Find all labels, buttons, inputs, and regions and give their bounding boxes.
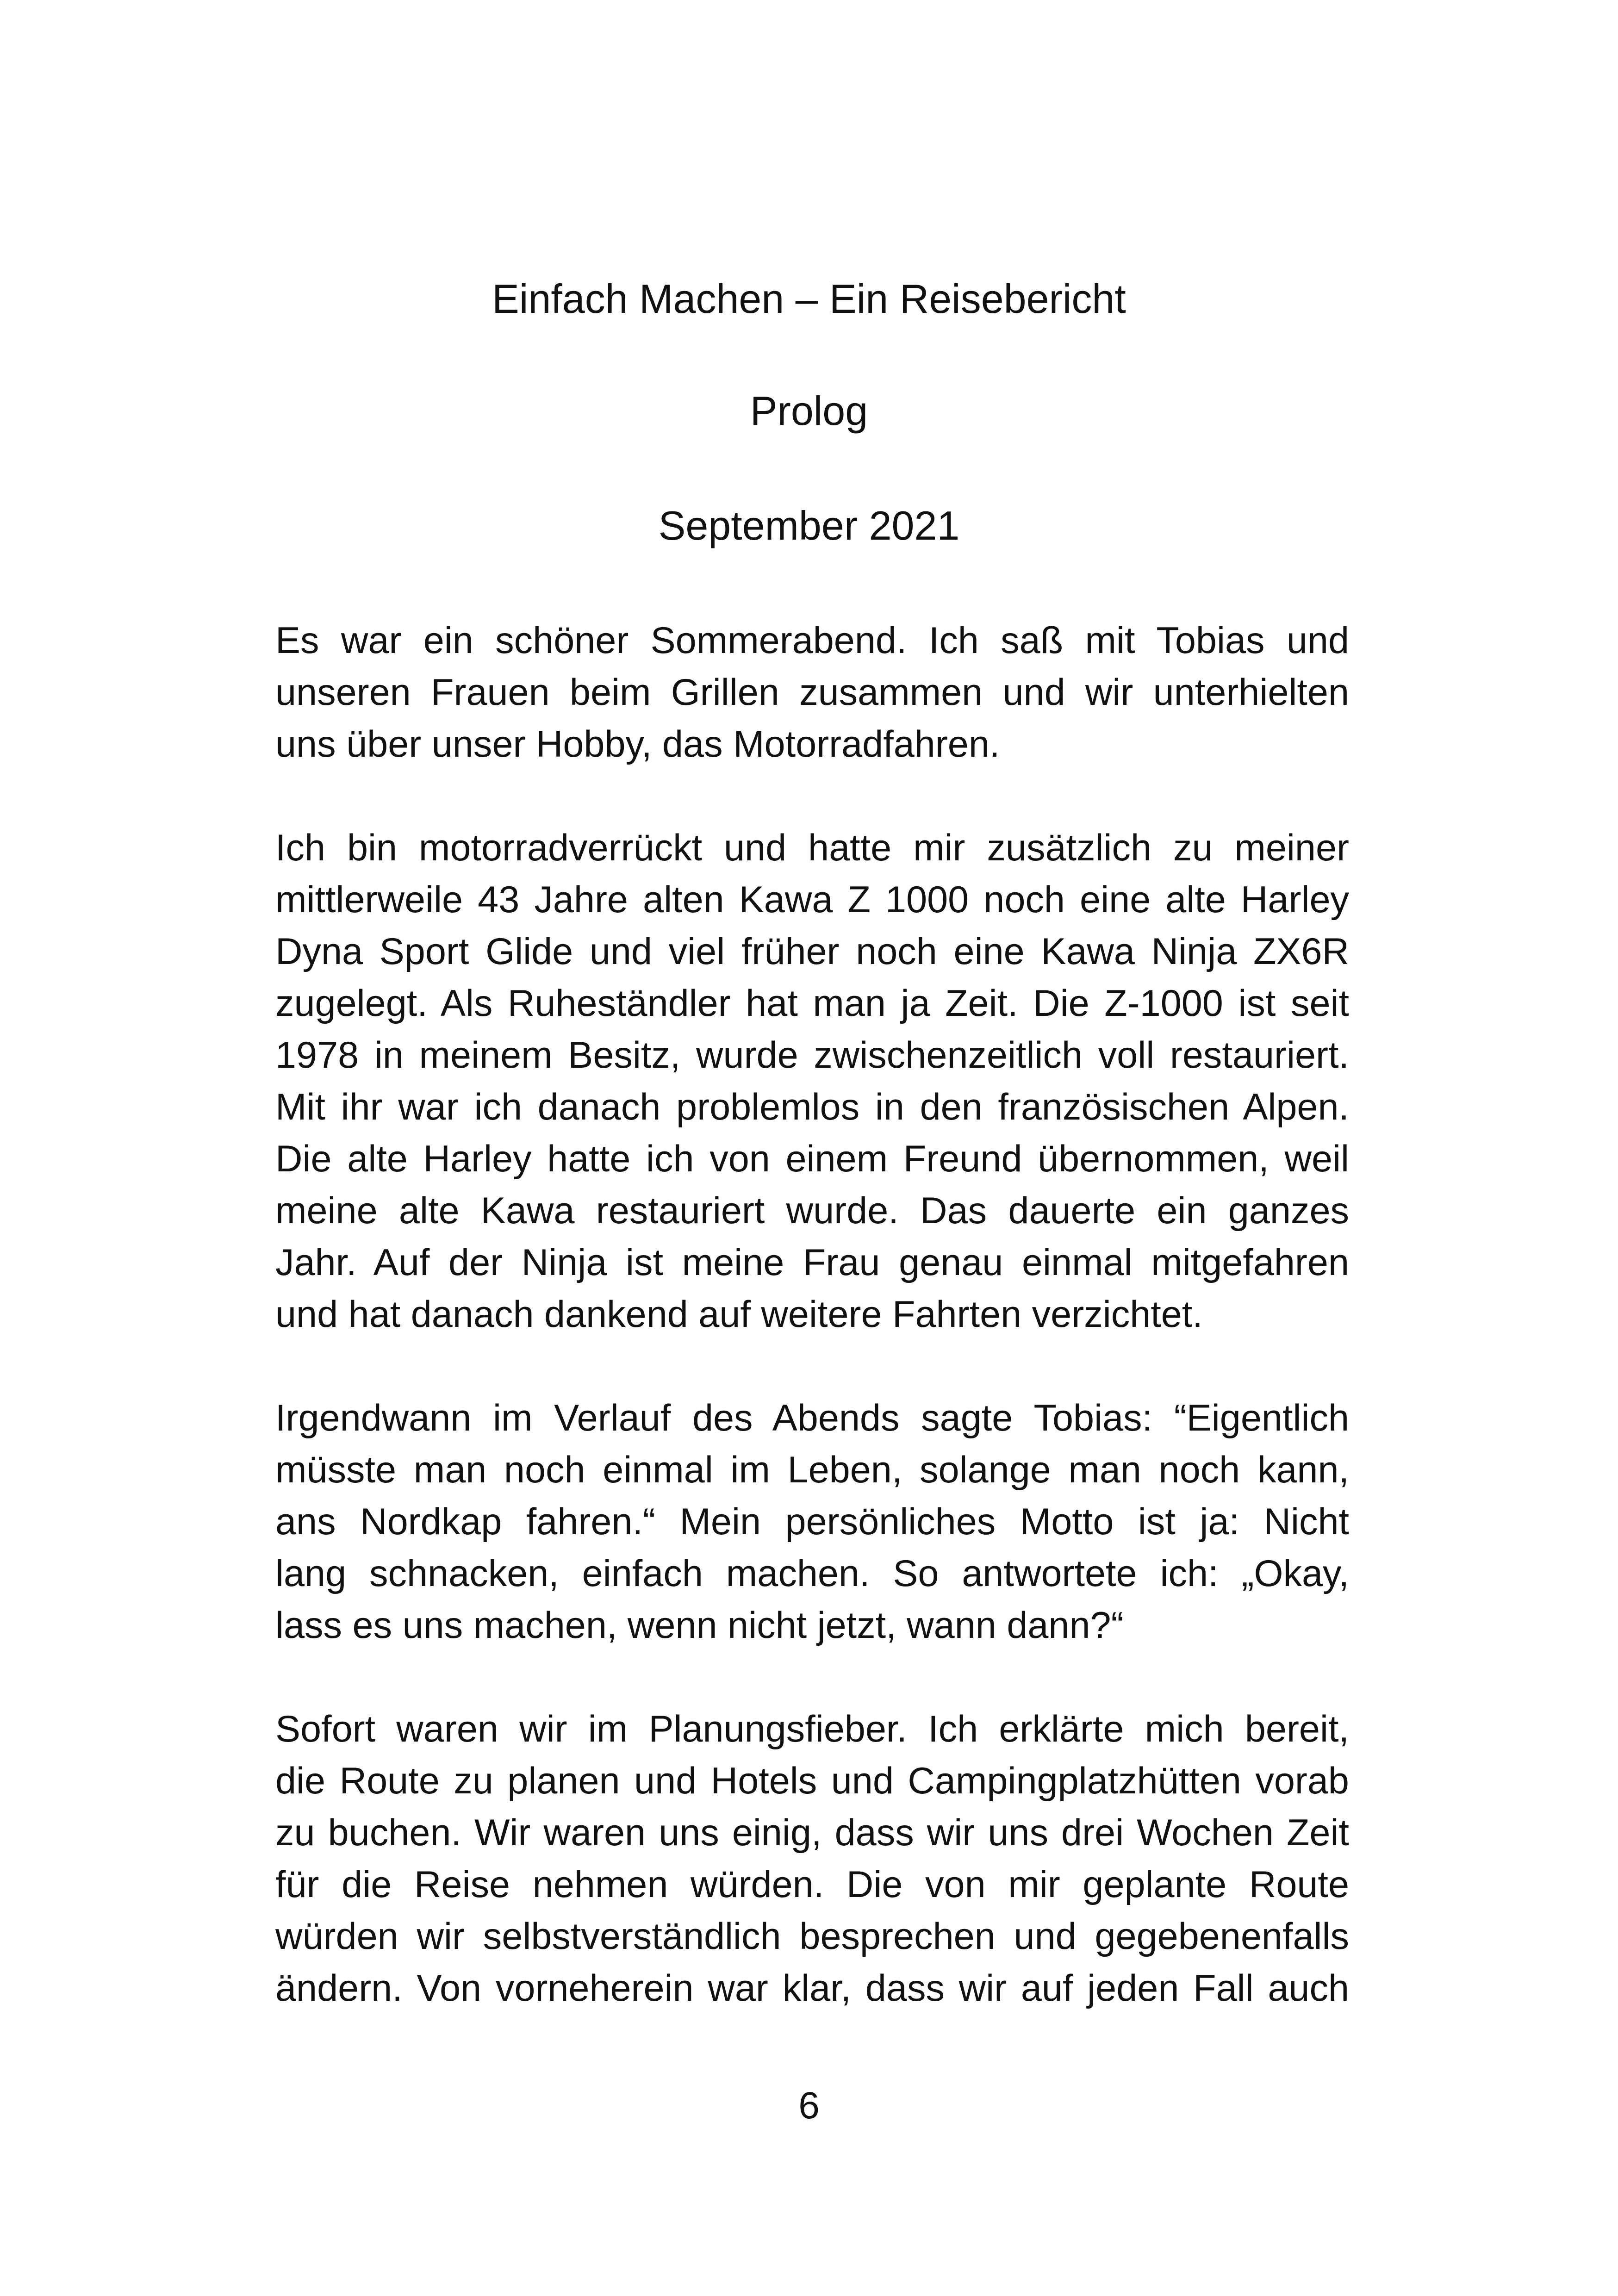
text-line: Mit ihr war ich danach problemlos in den französischen Alpen. [275, 1086, 1349, 1128]
body-text [275, 615, 1349, 2066]
book-title: Einfach Machen – Ein Reisebericht [492, 276, 1126, 322]
text-line: die Route zu planen und Hotels und Campingplatzhütten vorab [275, 1760, 1349, 1802]
text-line: mittlerweile 43 Jahre alten Kawa Z 1000 noch eine alte Harley [275, 879, 1349, 921]
text-line: zugelegt. Als Ruheständler hat man ja Zeit. Die Z-1000 ist seit [275, 983, 1349, 1024]
text-line: Dyna Sport Glide und viel früher noch eine Kawa Ninja ZX6R [275, 931, 1349, 972]
text-line: Ich bin motorradverrückt und hatte mir zusätzlich zu meiner [275, 827, 1349, 869]
date-heading: September 2021 [658, 503, 960, 548]
text-line: ans Nordkap fahren.“ Mein persönliches Motto ist ja: Nicht [275, 1501, 1349, 1543]
text-line: unseren Frauen beim Grillen zusammen und wir unterhielten [275, 672, 1349, 713]
text-line: Sofort waren wir im Planungsfieber. Ich erklärte mich bereit, [275, 1708, 1349, 1750]
text-line: für die Reise nehmen würden. Die von mir geplante Route [275, 1864, 1349, 1905]
text-line: uns über unser Hobby, das Motorradfahren. [275, 723, 1000, 765]
paragraph-1 [275, 615, 1349, 770]
text-line: ändern. Von vorneherein war klar, dass wir auf jeden Fall auch [275, 1967, 1349, 2009]
text-line: und hat danach dankend auf weitere Fahrten verzichtet. [275, 1294, 1203, 1335]
page-number: 6 [798, 2084, 820, 2127]
text-line: Irgendwann im Verlauf des Abends sagte Tobias: “Eigentlich [275, 1397, 1349, 1439]
text-line: Die alte Harley hatte ich von einem Freund übernommen, weil [275, 1138, 1349, 1180]
text-line: lang schnacken, einfach machen. So antwortete ich: „Okay, [275, 1553, 1349, 1594]
paragraph-3 [275, 1392, 1349, 1651]
text-line: Es war ein schöner Sommerabend. Ich saß mit Tobias und [275, 620, 1349, 661]
text-line: meine alte Kawa restauriert wurde. Das dauerte ein ganzes [275, 1190, 1349, 1232]
text-line: 1978 in meinem Besitz, wurde zwischenzeitlich voll restauriert. [275, 1034, 1349, 1076]
text-line: müsste man noch einmal im Leben, solange man noch kann, [275, 1449, 1349, 1491]
paragraph-4 [275, 1703, 1349, 2014]
chapter-heading: Prolog [750, 388, 868, 434]
text-line: würden wir selbstverständlich besprechen und gegebenenfalls [275, 1916, 1349, 1957]
paragraph-2 [275, 822, 1349, 1340]
text-line: zu buchen. Wir waren uns einig, dass wir uns drei Wochen Zeit [275, 1812, 1349, 1854]
text-line: Jahr. Auf der Ninja ist meine Frau genau einmal mitgefahren [275, 1242, 1349, 1283]
text-line: lass es uns machen, wenn nicht jetzt, wann dann?“ [275, 1605, 1124, 1646]
